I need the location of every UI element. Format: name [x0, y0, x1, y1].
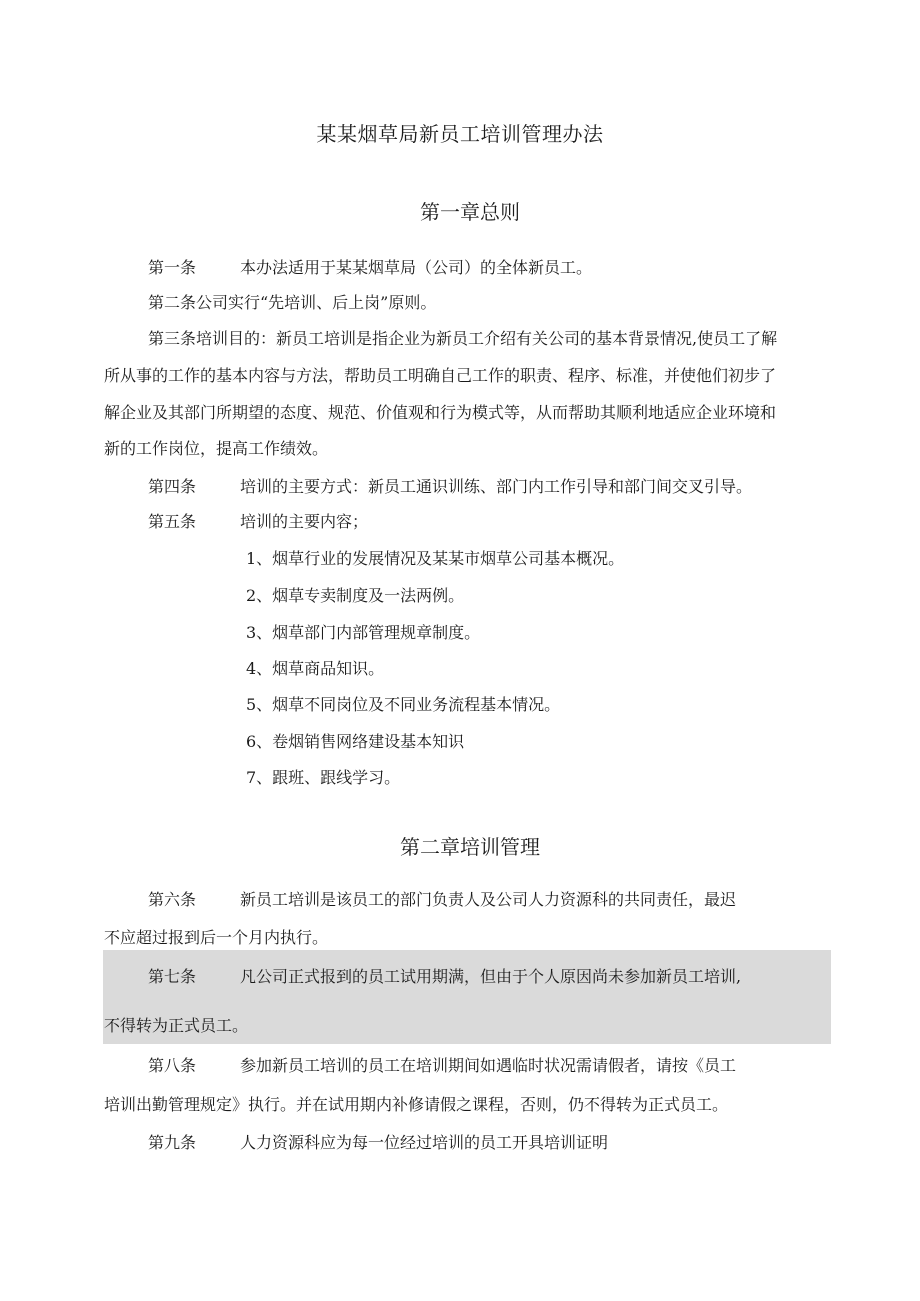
article-7-text: 凡公司正式报到的员工试用期满，但由于个人原因尚未参加新员工培训,	[240, 967, 742, 986]
article-3-line: 所从事的工作的基本内容与方法，帮助员工明确自己工作的职责、程序、标准，并使他们初步了	[104, 366, 777, 385]
article-4-label: 第四条	[148, 477, 197, 496]
article-8-text: 参加新员工培训的员工在培训期间如遇临时状况需请假者，请按《员工	[240, 1056, 737, 1075]
chapter-2-heading: 第二章培训管理	[400, 835, 540, 859]
article-8-cont: 培训出勤管理规定》执行。并在试用期内补修请假之课程，否则，仍不得转为正式员工。	[104, 1095, 729, 1114]
article-6-text: 新员工培训是该员工的部门负责人及公司人力资源科的共同责任，最迟	[240, 890, 737, 909]
article-6-label: 第六条	[148, 890, 197, 909]
content-item: 7、跟班、跟线学习。	[246, 768, 401, 787]
content-item: 6、卷烟销售网络建设基本知识	[246, 732, 465, 751]
article-4	[148, 477, 752, 497]
article-5	[148, 512, 368, 532]
document-title: 某某烟草局新员工培训管理办法	[316, 122, 604, 146]
chapter-1-heading: 第一章总则	[420, 200, 520, 224]
article-6	[148, 890, 736, 910]
article-9-label: 第九条	[148, 1133, 197, 1152]
article-5-text: 培训的主要内容；	[240, 512, 369, 531]
article-8-label: 第八条	[148, 1056, 197, 1075]
article-5-label: 第五条	[148, 512, 197, 531]
content-item: 4、烟草商品知识。	[246, 659, 385, 678]
article-7	[148, 967, 741, 987]
content-item: 1、烟草行业的发展情况及某某市烟草公司基本概况。	[246, 549, 625, 568]
article-1-label: 第一条	[148, 258, 197, 277]
content-item: 5、烟草不同岗位及不同业务流程基本情况。	[246, 695, 561, 714]
article-6-cont: 不应超过报到后一个月内执行。	[104, 928, 329, 947]
article-7-label: 第七条	[148, 967, 197, 986]
article-3-line: 第三条培训目的：新员工培训是指企业为新员工介绍有关公司的基本背景情况,使员工了解	[148, 329, 778, 348]
article-7-cont: 不得转为正式员工。	[104, 1016, 249, 1035]
article-1-text: 本办法适用于某某烟草局（公司）的全体新员工。	[240, 258, 593, 277]
content-item: 2、烟草专卖制度及一法两例。	[246, 586, 465, 605]
article-1	[148, 258, 592, 278]
article-3-line: 新的工作岗位，提高工作绩效。	[104, 439, 329, 458]
article-4-text: 培训的主要方式：新员工通识训练、部门内工作引导和部门间交叉引导。	[240, 477, 753, 496]
article-2: 第二条公司实行“先培训、后上岗”原则。	[148, 293, 437, 312]
article-9-text: 人力资源科应为每一位经过培训的员工开具培训证明	[240, 1133, 609, 1152]
article-9	[148, 1133, 608, 1153]
article-3-line: 解企业及其部门所期望的态度、规范、价值观和行为模式等，从而帮助其顺利地适应企业环境和	[104, 403, 777, 422]
content-item: 3、烟草部门内部管理规章制度。	[246, 623, 481, 642]
article-8	[148, 1056, 736, 1076]
